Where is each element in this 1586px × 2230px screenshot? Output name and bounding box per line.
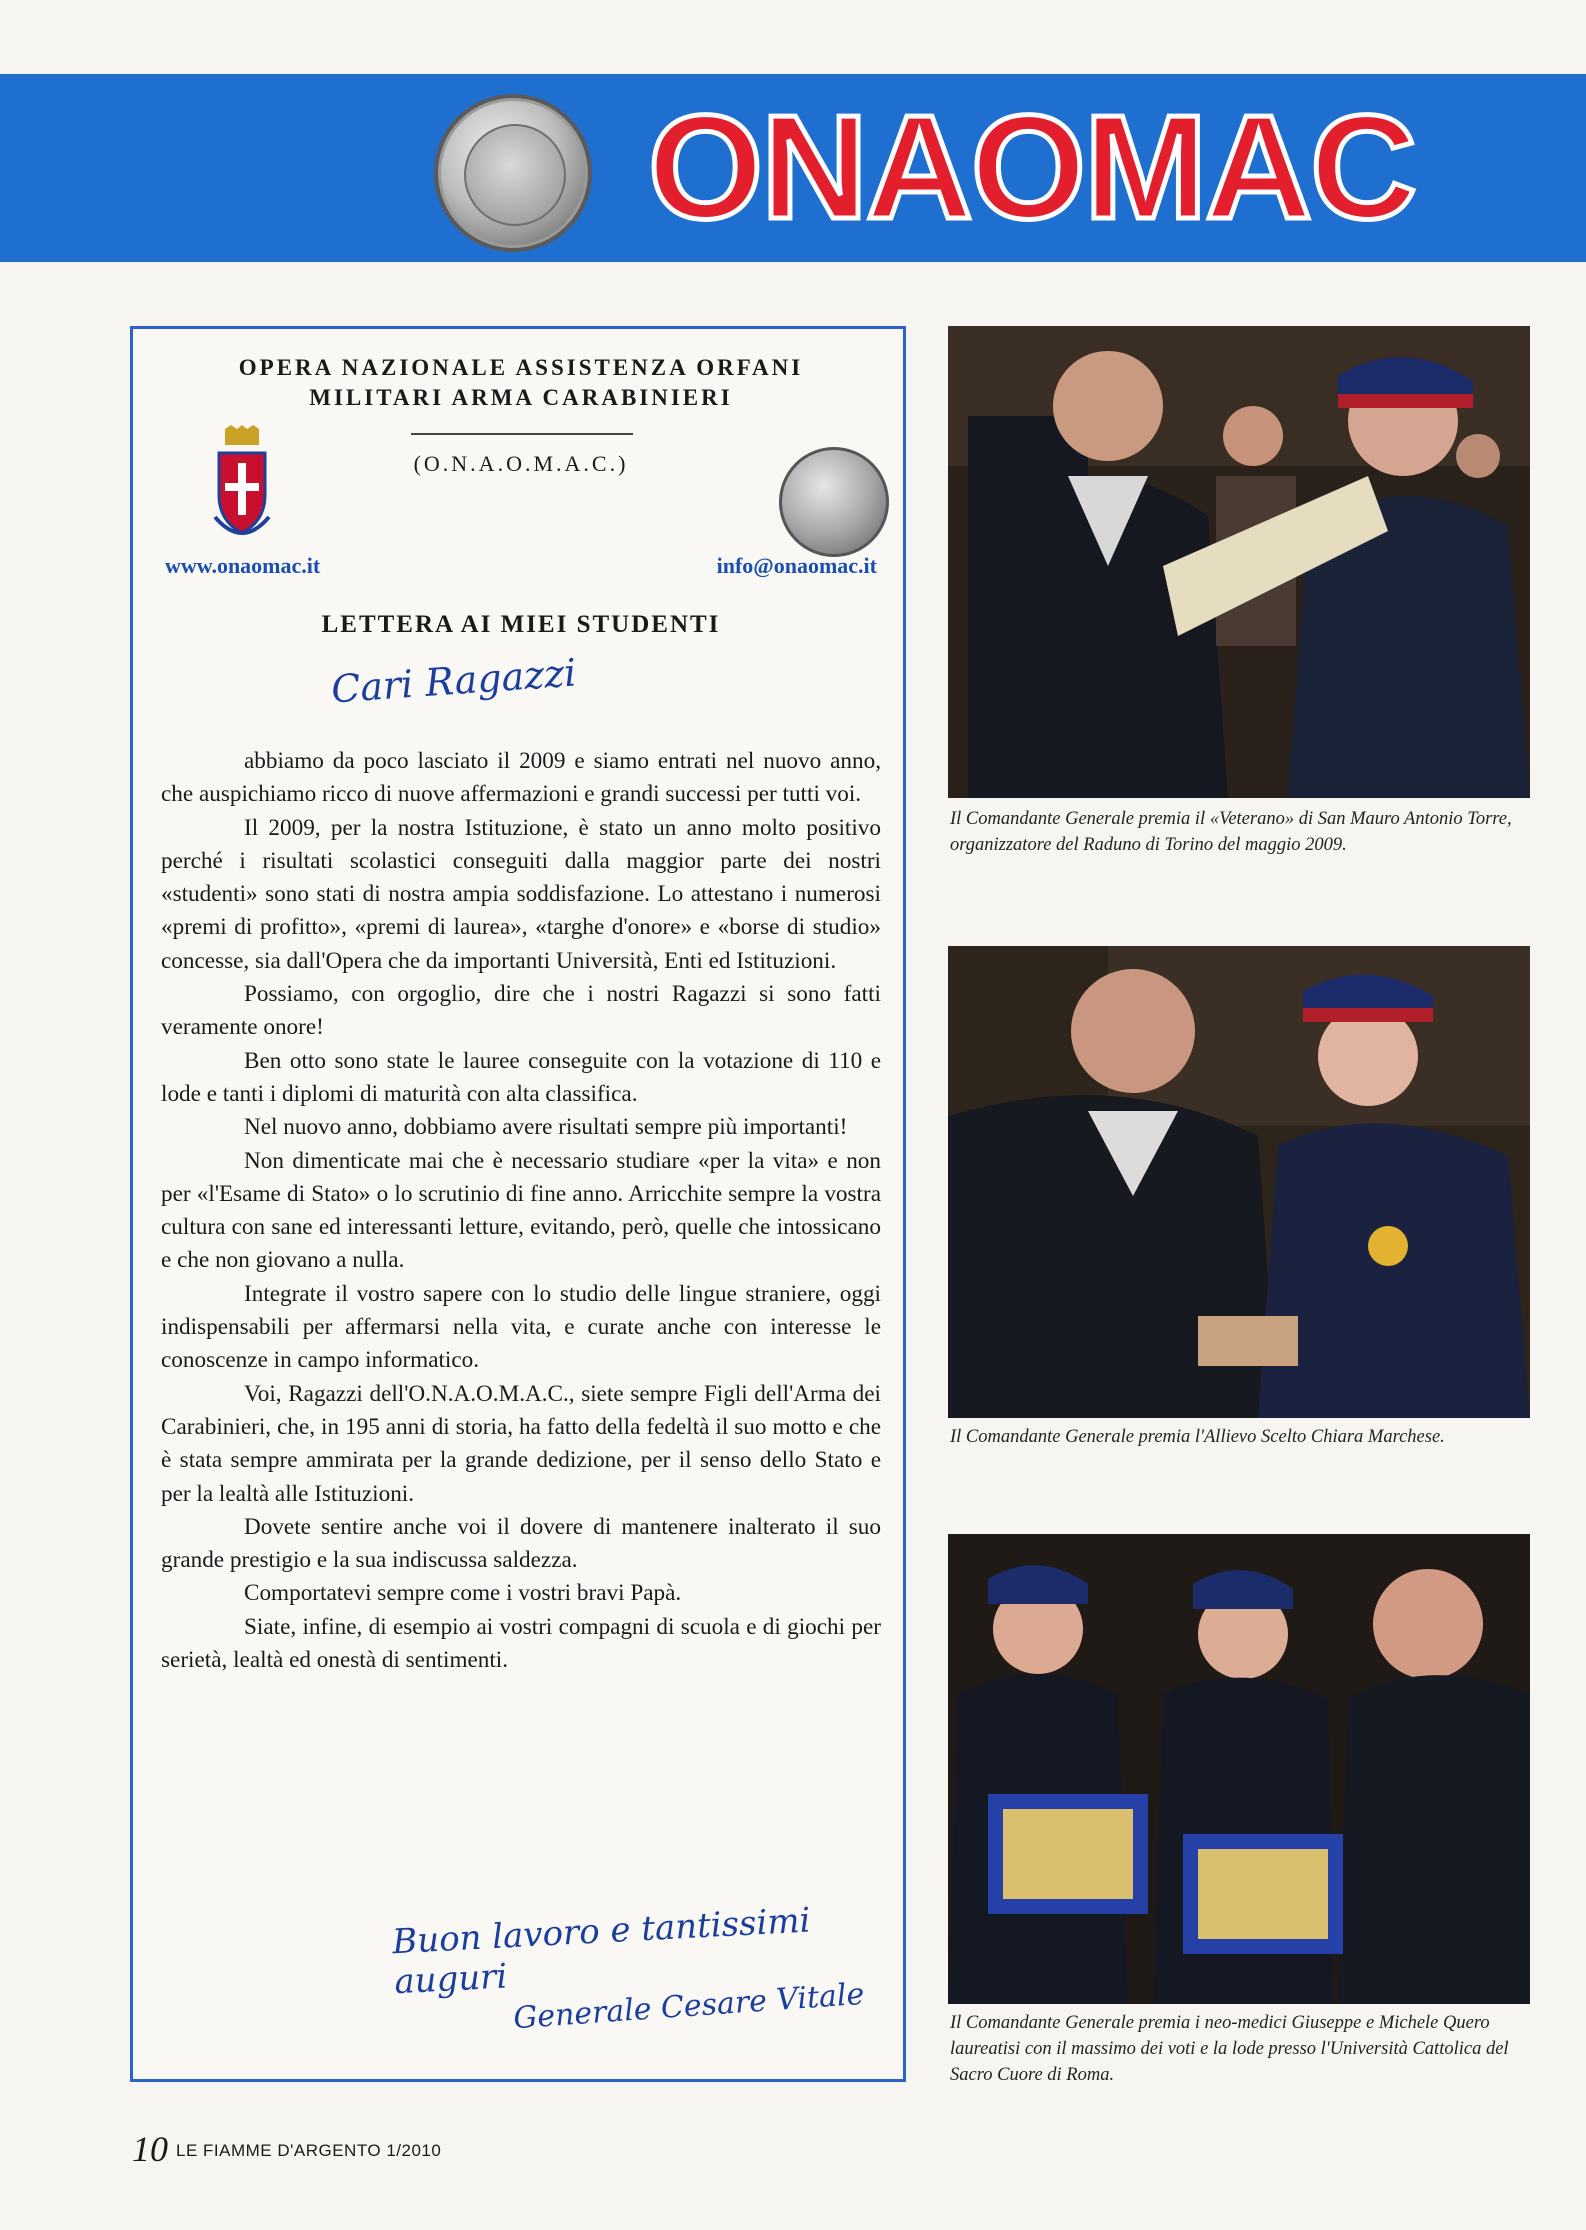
signature: Generale Cesare Vitale <box>512 1976 866 2037</box>
paragraph: Comportatevi sempre come i vostri bravi Papà. <box>244 1580 682 1607</box>
crest-icon <box>211 425 273 549</box>
org-name-line2: MILITARI ARMA CARABINIERI <box>309 385 733 410</box>
paragraph: Voi, Ragazzi dell'O.N.A.O.M.A.C., siete sempre Figli dell'Arma dei Carabinieri, che, in 195 anni di storia, ha fatto della fedeltà il suo motto e che è stata sempre ammirata per la grande dedizione, per il senso dello Stato e per la lealtà alle Istituzioni. <box>161 1380 881 1507</box>
medal-icon <box>779 447 889 557</box>
org-acronym: (O.N.A.O.M.A.C.) <box>413 451 629 476</box>
photo-caption: Il Comandante Generale premia l'Allievo Scelto Chiara Marchese. <box>950 1427 1445 1447</box>
paragraph: Ben otto sono state le lauree conseguite con la votazione di 110 e lode e tanti i diplomi di maturità con alta classifica. <box>161 1047 881 1107</box>
letter-box <box>130 326 906 2082</box>
salutation: Cari Ragazzi <box>329 650 578 712</box>
magazine-issue: LE FIAMME D'ARGENTO 1/2010 <box>176 2141 442 2160</box>
email-link[interactable]: info@onaomac.it <box>716 553 877 578</box>
closing-handwritten: Buon lavoro e tantissimi auguri <box>391 1900 812 2003</box>
paragraph: Siate, infine, di esempio ai vostri compagni di scuola e di giochi per serietà, lealtà ed onestà di sentimenti. <box>161 1613 881 1674</box>
photo-award-allievo <box>948 946 1530 1418</box>
photo-award-neo-medici <box>948 1534 1530 2004</box>
photo-caption: Il Comandante Generale premia il «Veterano» di San Mauro Antonio Torre, organizzatore del Raduno di Torino del maggio 2009. <box>950 809 1512 855</box>
letter-body <box>161 745 881 1677</box>
paragraph: Nel nuovo anno, dobbiamo avere risultati sempre più importanti! <box>244 1114 848 1141</box>
paragraph: Il 2009, per la nostra Istituzione, è stato un anno molto positivo perché i risultati scolastici conseguiti dalla maggior parte dei nostri «studenti» sono stati di nostra ampia soddisfazione. Lo attestano i numerosi «premi di profitto», «premi di laurea», «targhe d'onore» e «borse di studio» concesse, sia dall'Opera che da importanti Università, Enti ed Istituzioni. <box>161 814 881 974</box>
paragraph: Dovete sentire anche voi il dovere di mantenere inalterato il suo grande prestigio e la sua indiscussa saldezza. <box>161 1513 881 1574</box>
section-title: ONAOMAC <box>648 85 1416 250</box>
website-link[interactable]: www.onaomac.it <box>165 553 321 578</box>
paragraph: Integrate il vostro sapere con lo studio delle lingue straniere, oggi indispensabili per affermarsi nella vita, e curate anche con interesse le conoscenze in campo informatico. <box>161 1280 881 1374</box>
org-name-line1: OPERA NAZIONALE ASSISTENZA ORFANI <box>238 355 804 380</box>
medal-icon <box>434 94 592 252</box>
paragraph: Possiamo, con orgoglio, dire che i nostri Ragazzi si sono fatti veramente onore! <box>161 981 881 1041</box>
photo-caption: Il Comandante Generale premia i neo-medici Giuseppe e Michele Quero laureatisi con il massimo dei voti e la lode presso l'Università Cattolica del Sacro Cuore di Roma. <box>950 2013 1509 2085</box>
org-name <box>133 353 909 413</box>
paragraph: Non dimenticate mai che è necessario studiare «per la vita» e non per «l'Esame di Stato» o lo scrutinio di fine anno. Arricchite sempre la vostra cultura con sane ed interessanti letture, evitando, però, quelle che intossicano e che non giovano a nulla. <box>161 1147 881 1274</box>
paragraph: abbiamo da poco lasciato il 2009 e siamo entrati nel nuovo anno, che auspichiamo ricco di nuove affermazioni e grandi successi per tutti voi. <box>161 748 881 808</box>
divider <box>411 433 633 435</box>
page-number: 10 <box>132 2129 168 2169</box>
letter-heading: LETTERA AI MIEI STUDENTI <box>321 611 721 638</box>
photo-award-veterano <box>948 326 1530 798</box>
